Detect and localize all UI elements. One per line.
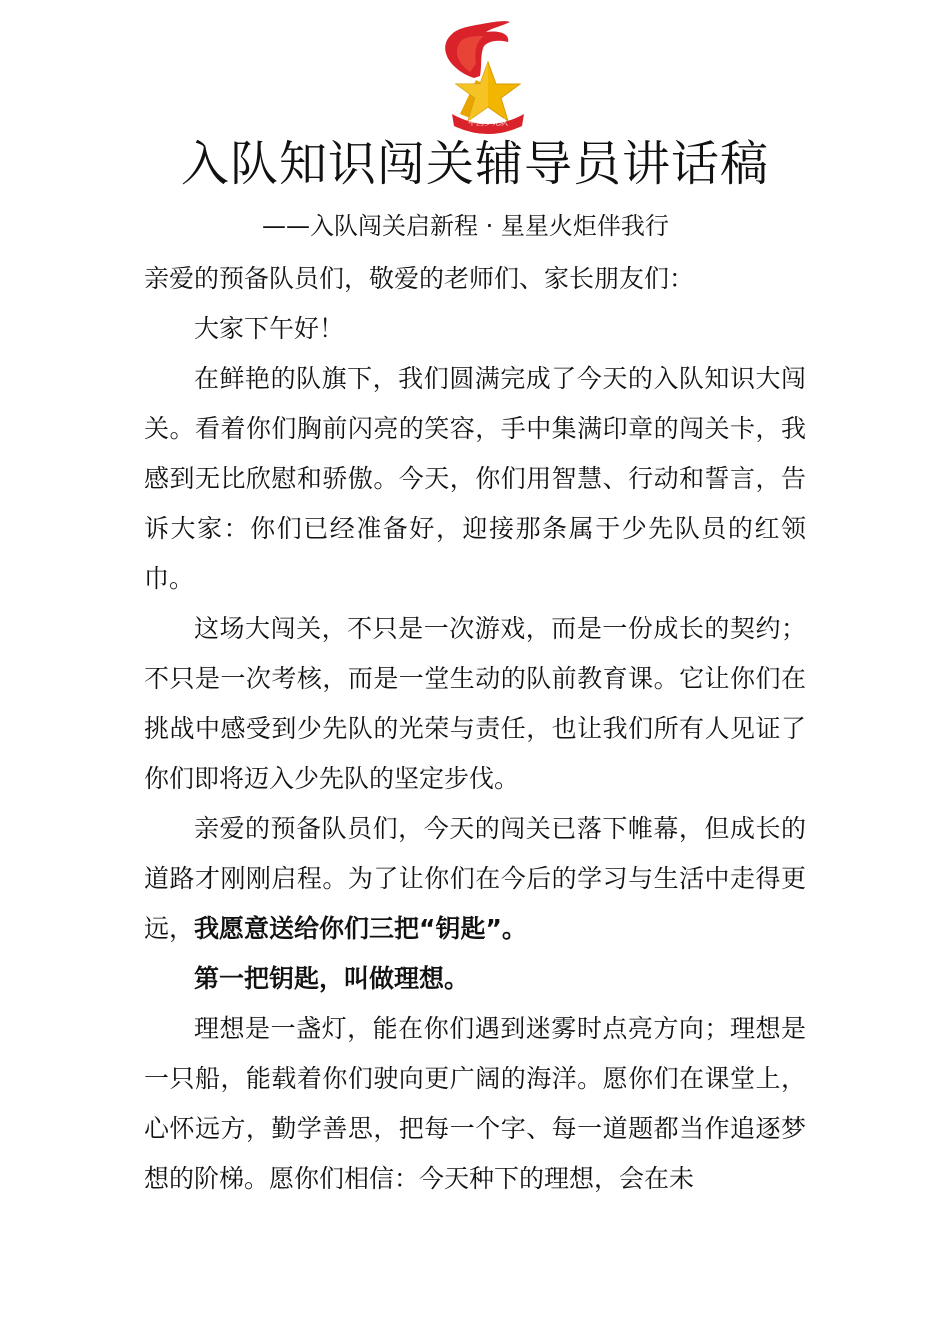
paragraph-3-text: 亲爱的预备队员们，今天的闯关已落下帷幕，但成长的道路才刚刚启程。为了让你们在今后的学习与生活中走得更远， (144, 814, 806, 943)
document-body (144, 254, 806, 1204)
paragraph-1: 在鲜艳的队旗下，我们圆满完成了今天的入队知识大闯关。看着你们胸前闪亮的笑容，手中集满印章的闯关卡，我感到无比欣慰和骄傲。今天，你们用智慧、行动和誓言，告诉大家：你们已经准备好，迎接那条属于少先队员的红领巾。 (144, 364, 806, 593)
document-title: 入队知识闯关辅导员讲话稿 (180, 136, 769, 192)
svg-text:中国少先队: 中国少先队 (468, 118, 508, 127)
salutation-line: 大家下午好！ (194, 314, 345, 343)
paragraph-3 (144, 804, 806, 954)
young-pioneers-logo-icon (430, 18, 534, 136)
flame-icon (445, 21, 510, 78)
paragraph-4: 理想是一盏灯，能在你们遇到迷雾时点亮方向；理想是一只船，能载着你们驶向更广阔的海洋。愿你们在课堂上，心怀远方，勤学善思，把每一个字、每一道题都当作追逐梦想的阶梯。愿你们相信：今天种下的理想，会在未 (144, 1014, 806, 1193)
greeting-line: 亲爱的预备队员们，敬爱的老师们、家长朋友们： (144, 264, 695, 293)
section-heading-1: 第一把钥匙，叫做理想。 (194, 964, 470, 993)
paragraph-3-emphasis: 我愿意送给你们三把“钥匙”。 (194, 914, 527, 943)
paragraph-2: 这场大闯关，不只是一次游戏，而是一份成长的契约；不只是一次考核，而是一堂生动的队前教育课。它让你们在挑战中感受到少先队的光荣与责任，也让我们所有人见证了你们即将迈入少先队的坚定步伐。 (144, 614, 806, 793)
document-subtitle: ——入队闯关启新程 · 星星火炬伴我行 (262, 212, 669, 240)
